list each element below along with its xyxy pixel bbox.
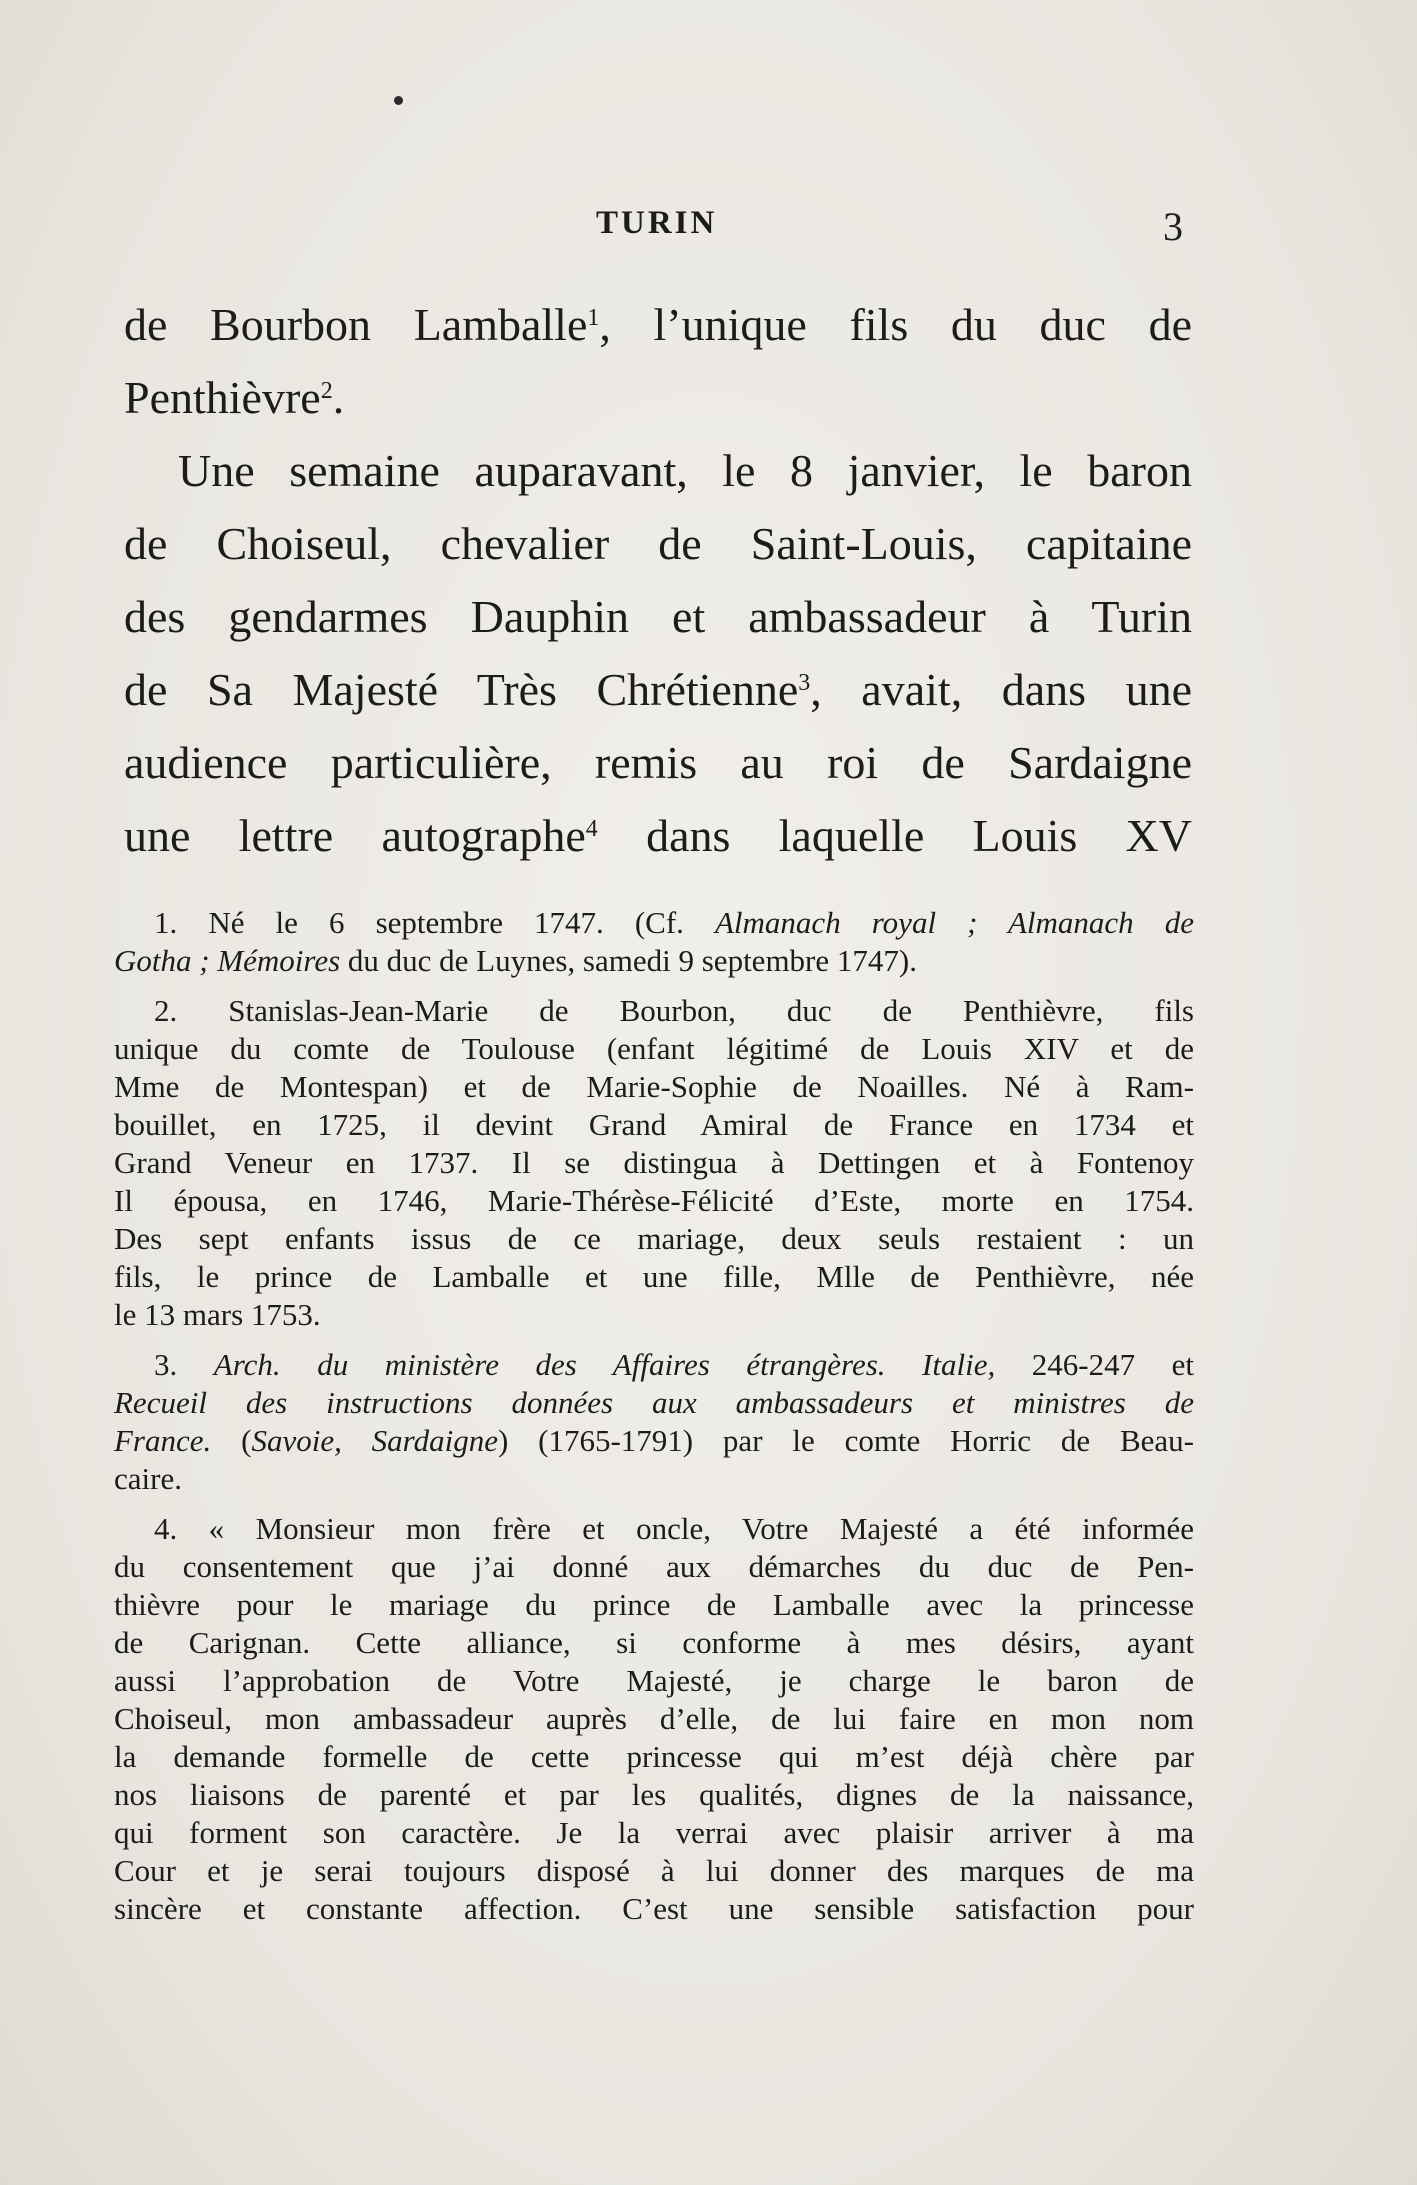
- footnote-ref: 2: [320, 378, 333, 404]
- footnote-2: 2. Stanislas-Jean-Marie de Bourbon, duc de Penthièvre, fils unique du comte de Toulouse (enfant légitimé de Louis XIV et de Mme de Montespan) et de Marie-Sophie de Noailles. Né à Ram- bouillet, en 1725, il devint Grand Amiral de France en 1734 et Grand Veneur en 1737. Il se distingua à Dettingen et à Fontenoy Il épousa, en 1746, Marie-Thérèse-Félicité d’Este, morte en 1754. Des sept enfants issus de ce mariage, deux seuls restaient : un fils, le prince de Lamballe et une fille, Mlle de Penthièvre, née le 13 mars 1753.: [114, 993, 1194, 1332]
- footnote-ref: 3: [798, 670, 811, 696]
- footnote-1: 1. Né le 6 septembre 1747. (Cf. Almanach royal ; Almanach de Gotha ; Mémoires du duc de Luynes, samedi 9 septembre 1747).: [114, 905, 1194, 978]
- text-line: de Bourbon Lamballe$^1$, l’unique fils du duc de: [124, 299, 1192, 350]
- footnote-ref: 1: [587, 305, 600, 331]
- text-line: une lettre autographe$^4$ dans laquelle Louis XV: [124, 810, 1192, 861]
- text-line: de Choiseul, chevalier de Saint-Louis, capitaine: [124, 518, 1192, 569]
- text-line: Penthièvre$^2$.: [124, 372, 345, 423]
- text-line: de Sa Majesté Très Chrétienne$^3$, avait, dans une: [124, 664, 1192, 715]
- text-line: Une semaine auparavant, le 8 janvier, le baron: [178, 445, 1192, 496]
- text-line: des gendarmes Dauphin et ambassadeur à Turin: [124, 591, 1192, 642]
- main-text: [124, 288, 1192, 872]
- footnote-4: 4. « Monsieur mon frère et oncle, Votre Majesté a été informée du consentement que j’ai donné aux démarches du duc de Pen- thièvre pour le mariage du prince de Lamballe avec la princesse de Carignan. Cette alliance, si conforme à mes désirs, ayant aussi l’approbation de Votre Majesté, je charge le baron de Choiseul, mon ambassadeur auprès d’elle, de lui faire en mon nom la demande formelle de cette princesse qui m’est déjà chère par nos liaisons de parenté et par les qualités, dignes de la naissance, qui forment son caractère. Je la verrai avec plaisir arriver à ma Cour et je serai toujours disposé à lui donner des marques de ma sincère et constante affection. C’est une sensible satisfaction pour: [114, 1511, 1194, 1926]
- ink-speck: [394, 96, 403, 105]
- footnote-ref: 4: [585, 816, 598, 842]
- footnotes: [114, 904, 1194, 1940]
- text-line: audience particulière, remis au roi de Sardaigne: [124, 737, 1192, 788]
- running-head: TURIN: [596, 205, 718, 241]
- footnote-3: 3. Arch. du ministère des Affaires étrangères. Italie, 246-247 et Recueil des instructions données aux ambassadeurs et ministres de France. (Savoie, Sardaigne) (1765-1791) par le comte Horric de Beau- caire.: [114, 1347, 1195, 1496]
- page-number: 3: [1163, 204, 1183, 249]
